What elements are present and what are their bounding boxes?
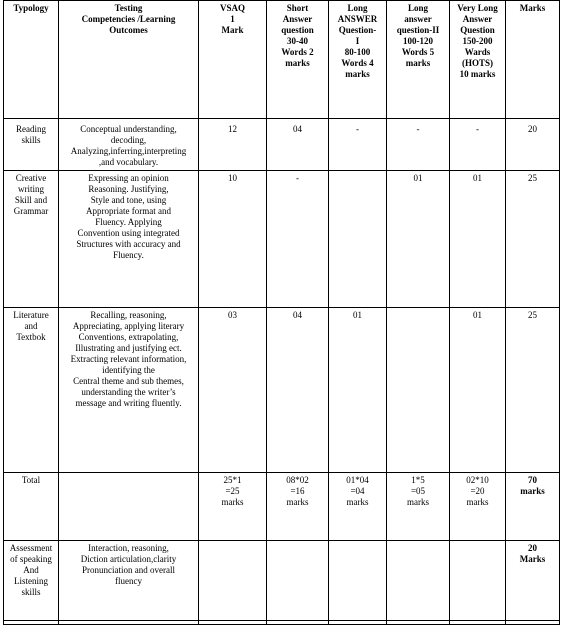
cell-marks xyxy=(506,171,560,308)
cell-text-line: I xyxy=(355,36,360,46)
cell-text-line: - xyxy=(416,124,420,134)
cell-text-line: 80-100 xyxy=(344,47,371,57)
cell-text-line: 01 xyxy=(413,173,423,183)
cell-text-line: 04 xyxy=(293,310,302,320)
cell-long2 xyxy=(387,171,450,308)
cell-marks xyxy=(506,308,560,473)
cell-text-line: Competencies /Learning xyxy=(81,14,176,24)
cell-long1 xyxy=(329,541,387,621)
cell-long2 xyxy=(387,119,450,171)
cell-vsaq xyxy=(199,308,267,473)
cell-empty xyxy=(506,621,560,625)
cell-text-line: =25 xyxy=(225,486,240,496)
cell-text-line: Style and tone, using xyxy=(90,195,167,205)
cell-text-line: marks xyxy=(466,497,489,507)
cell-short xyxy=(267,171,329,308)
cell-empty xyxy=(387,621,450,625)
cell-text-line: Appreciating, applying literary xyxy=(72,321,185,331)
cell-text-line: decoding, xyxy=(110,135,147,145)
cell-text-line: writing xyxy=(18,184,44,194)
cell-text-line: 20 xyxy=(528,124,537,134)
cell-text-line: question-II xyxy=(396,25,440,35)
cell-typology xyxy=(4,171,59,308)
cell-text-line: understanding the writer’s xyxy=(81,387,176,397)
cell-text-line: Diction articulation,clarity xyxy=(80,554,177,564)
table-row-total xyxy=(4,473,560,541)
cell-text-line: Extracting relevant information, xyxy=(70,354,187,364)
blueprint-table xyxy=(3,0,560,625)
cell-text-line: Creative xyxy=(15,173,47,183)
cell-empty xyxy=(329,621,387,625)
cell-text-line: marks xyxy=(345,69,370,79)
cell-long1 xyxy=(329,171,387,308)
cell-verylong xyxy=(450,171,506,308)
cell-text-line: 150-200 xyxy=(462,36,493,46)
cell-empty xyxy=(59,621,199,625)
header-long-answer-2 xyxy=(387,1,450,119)
cell-typology xyxy=(4,473,59,541)
cell-text-line: 10 marks xyxy=(459,69,496,79)
cell-text-line: Analyzing,inferring,interpreting xyxy=(70,146,187,156)
header-typology xyxy=(4,1,59,119)
cell-text-line: marks xyxy=(407,497,429,507)
cell-text-line: 20 xyxy=(528,543,537,553)
cell-text-line: marks xyxy=(285,58,310,68)
cell-empty xyxy=(199,621,267,625)
cell-text-line: 12 xyxy=(228,124,237,134)
cell-text-line: Textbok xyxy=(16,332,46,342)
cell-text-line: Total xyxy=(21,475,41,485)
cell-text-line: =05 xyxy=(410,486,426,496)
cell-text-line: and xyxy=(24,321,38,331)
cell-text-line: message and writing fluently. xyxy=(75,398,182,408)
cell-verylong xyxy=(450,473,506,541)
cell-text-line: ,and vocabulary. xyxy=(98,157,159,167)
cell-vsaq xyxy=(199,119,267,171)
cell-short xyxy=(267,308,329,473)
cell-text-line: 25 xyxy=(528,173,537,183)
cell-text-line: Long xyxy=(407,3,428,13)
cell-text-line: And xyxy=(23,565,39,575)
cell-text-line: Words 4 xyxy=(341,58,374,68)
cell-competencies xyxy=(59,473,199,541)
cell-text-line: marks xyxy=(405,58,431,68)
cell-text-line: Answer xyxy=(462,14,493,24)
cell-text-line: skills xyxy=(21,135,41,145)
cell-text-line: Conceptual understanding, xyxy=(80,124,177,134)
table-row-empty xyxy=(4,621,560,625)
cell-short xyxy=(267,119,329,171)
cell-text-line: VSAQ xyxy=(219,3,245,13)
cell-text-line: Appropriate format and xyxy=(86,206,171,216)
cell-text-line: Skill and xyxy=(14,195,48,205)
cell-text-line: marks xyxy=(221,497,244,507)
cell-text-line: Short xyxy=(286,3,309,13)
cell-text-line: 03 xyxy=(228,310,237,320)
header-competencies xyxy=(59,1,199,119)
cell-vsaq xyxy=(199,171,267,308)
cell-empty xyxy=(4,621,59,625)
cell-short xyxy=(267,473,329,541)
cell-text-line: Convention using integrated xyxy=(77,228,180,238)
cell-text-line: Reasoning. Justifying, xyxy=(88,184,169,194)
cell-text-line: ANSWER xyxy=(337,14,378,24)
cell-text-line: 04 xyxy=(293,124,302,134)
cell-text-line: Grammar xyxy=(13,206,49,216)
cell-text-line: 01*04 xyxy=(346,475,369,485)
cell-text-line: Words 2 xyxy=(281,47,314,57)
cell-text-line: marks xyxy=(520,486,545,496)
cell-text-line: 1*5 xyxy=(411,475,425,485)
header-long-answer-1 xyxy=(329,1,387,119)
cell-text-line: skills xyxy=(21,587,41,597)
header-marks xyxy=(506,1,560,119)
cell-text-line: Fluency. Applying xyxy=(95,217,162,227)
cell-text-line: Interaction, reasoning, xyxy=(88,543,169,553)
cell-verylong xyxy=(450,119,506,171)
cell-verylong xyxy=(450,308,506,473)
cell-text-line: Illustrating and justifying ect. xyxy=(75,343,182,353)
cell-text-line: Mark xyxy=(221,25,244,35)
cell-marks xyxy=(506,473,560,541)
cell-text-line: - xyxy=(296,173,299,183)
cell-competencies xyxy=(59,308,199,473)
cell-text-line: 08*02 xyxy=(286,475,309,485)
cell-verylong xyxy=(450,541,506,621)
cell-text-line: 01 xyxy=(353,310,362,320)
cell-text-line: Fluency. xyxy=(113,250,144,260)
cell-competencies xyxy=(59,171,199,308)
cell-text-line: Reading xyxy=(16,124,46,134)
cell-text-line: (HOTS) xyxy=(461,58,493,68)
cell-empty xyxy=(267,621,329,625)
cell-competencies xyxy=(59,119,199,171)
cell-long2 xyxy=(387,541,450,621)
cell-text-line: 10 xyxy=(228,173,237,183)
cell-marks xyxy=(506,119,560,171)
cell-text-line: identifying the xyxy=(102,365,155,375)
cell-text-line: Answer xyxy=(282,14,313,24)
cell-text-line: Expressing an opinion xyxy=(88,173,169,183)
cell-long1 xyxy=(329,473,387,541)
cell-text-line: 1 xyxy=(230,14,235,24)
header-very-long-answer xyxy=(450,1,506,119)
cell-vsaq xyxy=(199,541,267,621)
cell-short xyxy=(267,541,329,621)
cell-text-line: Wards xyxy=(464,47,491,57)
cell-text-line: Pronunciation and overall xyxy=(82,565,175,575)
cell-long2 xyxy=(387,473,450,541)
cell-text-line: question xyxy=(281,25,314,35)
header-row xyxy=(4,1,560,119)
cell-text-line: =16 xyxy=(290,486,305,496)
cell-text-line: Marks xyxy=(519,554,546,564)
cell-empty xyxy=(450,621,506,625)
cell-text-line: Words 5 xyxy=(401,47,435,57)
cell-text-line: Very Long xyxy=(457,3,498,13)
table-row-reading xyxy=(4,119,560,171)
cell-text-line: Question xyxy=(460,25,495,35)
cell-text-line: 25 xyxy=(528,310,537,320)
cell-text-line: Question- xyxy=(338,25,377,35)
cell-text-line: answer xyxy=(404,14,432,24)
cell-text-line: 25*1 xyxy=(223,475,242,485)
cell-vsaq xyxy=(199,473,267,541)
cell-text-line: =20 xyxy=(470,486,485,496)
cell-text-line: 30-40 xyxy=(287,36,308,46)
cell-text-line: 100-120 xyxy=(403,36,433,46)
cell-text-line: 70 xyxy=(528,475,537,485)
cell-text-line: 01 xyxy=(473,310,482,320)
cell-text-line: Testing xyxy=(114,3,143,13)
cell-typology xyxy=(4,308,59,473)
cell-text-line: Structures with accuracy and xyxy=(76,239,181,249)
table-row-creative xyxy=(4,171,560,308)
cell-competencies xyxy=(59,541,199,621)
cell-marks xyxy=(506,541,560,621)
cell-typology xyxy=(4,541,59,621)
cell-text-line: fluency xyxy=(115,576,142,586)
cell-text-line: 01 xyxy=(473,173,482,183)
table-row-assessment xyxy=(4,541,560,621)
cell-text-line: Marks xyxy=(519,3,546,13)
header-vsaq xyxy=(199,1,267,119)
cell-text-line: =04 xyxy=(350,486,365,496)
table-row-literature xyxy=(4,308,560,473)
cell-long1 xyxy=(329,308,387,473)
cell-text-line: Central theme and sub themes, xyxy=(73,376,184,386)
cell-typology xyxy=(4,119,59,171)
cell-text-line: Literature xyxy=(13,310,49,320)
cell-text-line: marks xyxy=(286,497,309,507)
cell-text-line: 02*10 xyxy=(466,475,489,485)
cell-text-line: Long xyxy=(347,3,368,13)
cell-text-line: Typology xyxy=(13,3,49,13)
cell-text-line: of speaking xyxy=(10,554,52,564)
header-short-answer xyxy=(267,1,329,119)
cell-text-line: - xyxy=(476,124,479,134)
cell-text-line: Outcomes xyxy=(109,25,148,35)
cell-text-line: Assessment xyxy=(9,543,53,553)
cell-text-line: Conventions, extrapolating, xyxy=(78,332,179,342)
cell-text-line: marks xyxy=(346,497,369,507)
cell-text-line: Recalling, reasoning, xyxy=(90,310,167,320)
cell-long2 xyxy=(387,308,450,473)
cell-long1 xyxy=(329,119,387,171)
cell-text-line: - xyxy=(356,124,359,134)
cell-text-line: Listening xyxy=(14,576,48,586)
